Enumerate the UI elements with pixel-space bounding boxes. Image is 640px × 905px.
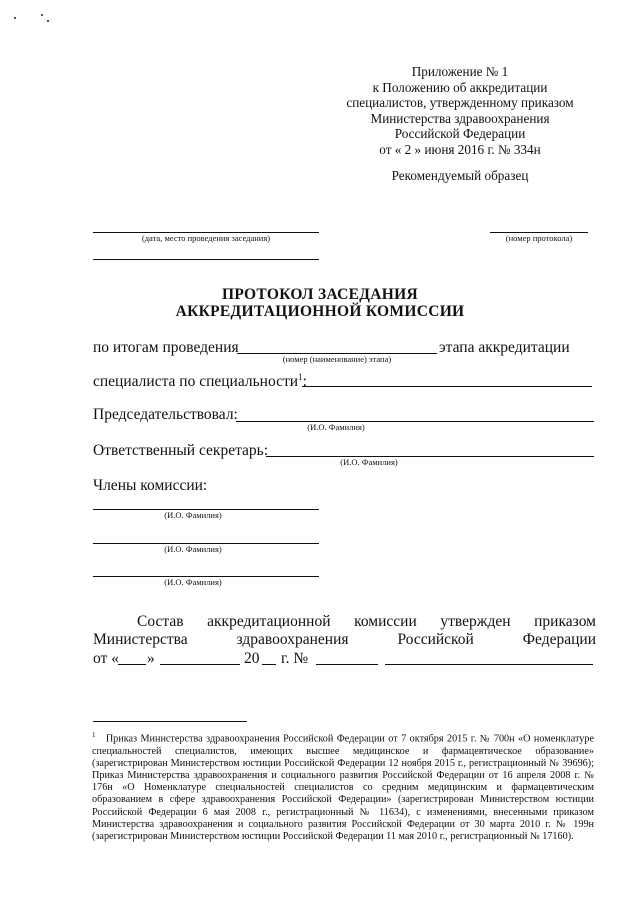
annex-line: к Положению об аккредитации bbox=[372, 79, 548, 95]
date-from: от « bbox=[93, 650, 119, 667]
composition-word: утвержден bbox=[440, 613, 511, 630]
stage-prefix: по итогам проведения bbox=[93, 339, 239, 356]
chairman-label: Председательствовал: bbox=[93, 406, 238, 423]
scan-speck bbox=[14, 17, 16, 19]
document-title-line2: АККРЕДИТАЦИОННОЙ КОМИССИИ bbox=[175, 303, 465, 320]
annex-line: Российской Федерации bbox=[394, 126, 526, 141]
composition-word: Министерства bbox=[93, 631, 188, 648]
sample-note: Рекомендуемый образец bbox=[391, 168, 529, 183]
year-field[interactable] bbox=[262, 664, 276, 665]
date-place-caption: (дата, место проведения заседания) bbox=[141, 233, 271, 243]
footnote-separator bbox=[93, 721, 247, 722]
specialty-field[interactable] bbox=[302, 386, 592, 387]
composition-word: здравоохранения bbox=[236, 631, 349, 648]
composition-word: Федерации bbox=[522, 631, 596, 648]
member-caption-1: (И.О. Фамилия) bbox=[164, 510, 222, 520]
specialty-colon: : bbox=[302, 373, 307, 391]
order-name-field[interactable] bbox=[385, 664, 593, 665]
protocol-number-caption: (номер протокола) bbox=[505, 233, 573, 243]
footnote-number: 1 bbox=[92, 731, 96, 739]
document-title-line1: ПРОТОКОЛ ЗАСЕДАНИЯ bbox=[222, 286, 418, 303]
stage-suffix: этапа аккредитации bbox=[439, 339, 570, 356]
composition-line-2 bbox=[93, 631, 596, 649]
stage-caption: (номер (наименование) этапа) bbox=[282, 354, 392, 364]
specialty-label-text: специалиста по специальности bbox=[93, 373, 299, 391]
year-suffix: г. № bbox=[281, 650, 309, 667]
specialty-label bbox=[93, 372, 307, 391]
footnote-text: Приказ Министерства здравоохранения Российской Федерации от 7 октября 2015 г. № 700н «О номенклатуре специальностей специалистов, имеющих высшее медицинское и фармацевтическое образование» (зарегистрирован Министерством юстиции Российской Федерации 12 ноября 2015 г., регистрационный № 39696); Приказ Министерства здравоохранения и социального развития Российской Федерации от 16 апреля 2008 г. № 176н «О Номенклатуре специальностей специалистов со средним медицинским и фармацевтическим образованием в сфере здравоохранения Российской Федерации» (зарегистрирован Министерством юстиции Российской Федерации 6 мая 2008 г., регистрационный № 11634), с изменениями, внесенными приказом Министерства здравоохранения и социального развития Российской Федерации от 30 марта 2010 г. № 199н (зарегистрирован Министерством юстиции Российской Федерации 11 мая 2010 г., регистрационный № 17160). bbox=[92, 733, 594, 843]
scan-speck bbox=[41, 14, 43, 16]
annex-line: специалистов, утвержденному приказом bbox=[346, 95, 574, 110]
member-caption-3: (И.О. Фамилия) bbox=[164, 577, 222, 587]
date-close: » bbox=[147, 650, 155, 667]
composition-line-1 bbox=[137, 613, 596, 631]
composition-word: Состав bbox=[137, 613, 184, 630]
chairman-caption: (И.О. Фамилия) bbox=[307, 422, 365, 432]
annex-line: Приложение № 1 bbox=[411, 64, 509, 79]
secretary-label: Ответственный секретарь: bbox=[93, 442, 269, 459]
composition-word: комиссии bbox=[354, 613, 417, 630]
year-prefix: 20 bbox=[244, 650, 260, 667]
member-caption-2: (И.О. Фамилия) bbox=[164, 544, 222, 554]
footnote-mark: 1 bbox=[298, 372, 303, 382]
secretary-caption: (И.О. Фамилия) bbox=[340, 457, 398, 467]
date-place-line-2[interactable] bbox=[93, 259, 319, 260]
members-label: Члены комиссии: bbox=[93, 477, 208, 494]
footnote bbox=[92, 729, 594, 843]
day-field[interactable] bbox=[118, 664, 146, 665]
order-number-field[interactable] bbox=[316, 664, 378, 665]
month-field[interactable] bbox=[160, 664, 240, 665]
annex-line: Министерства здравоохранения bbox=[370, 110, 550, 126]
annex-line: от « 2 » июня 2016 г. № 334н bbox=[379, 141, 541, 157]
composition-word: приказом bbox=[534, 613, 596, 630]
composition-word: Российской bbox=[397, 631, 474, 648]
composition-word: аккредитационной bbox=[207, 613, 331, 630]
scan-speck bbox=[47, 20, 49, 22]
annex-block bbox=[330, 64, 590, 157]
